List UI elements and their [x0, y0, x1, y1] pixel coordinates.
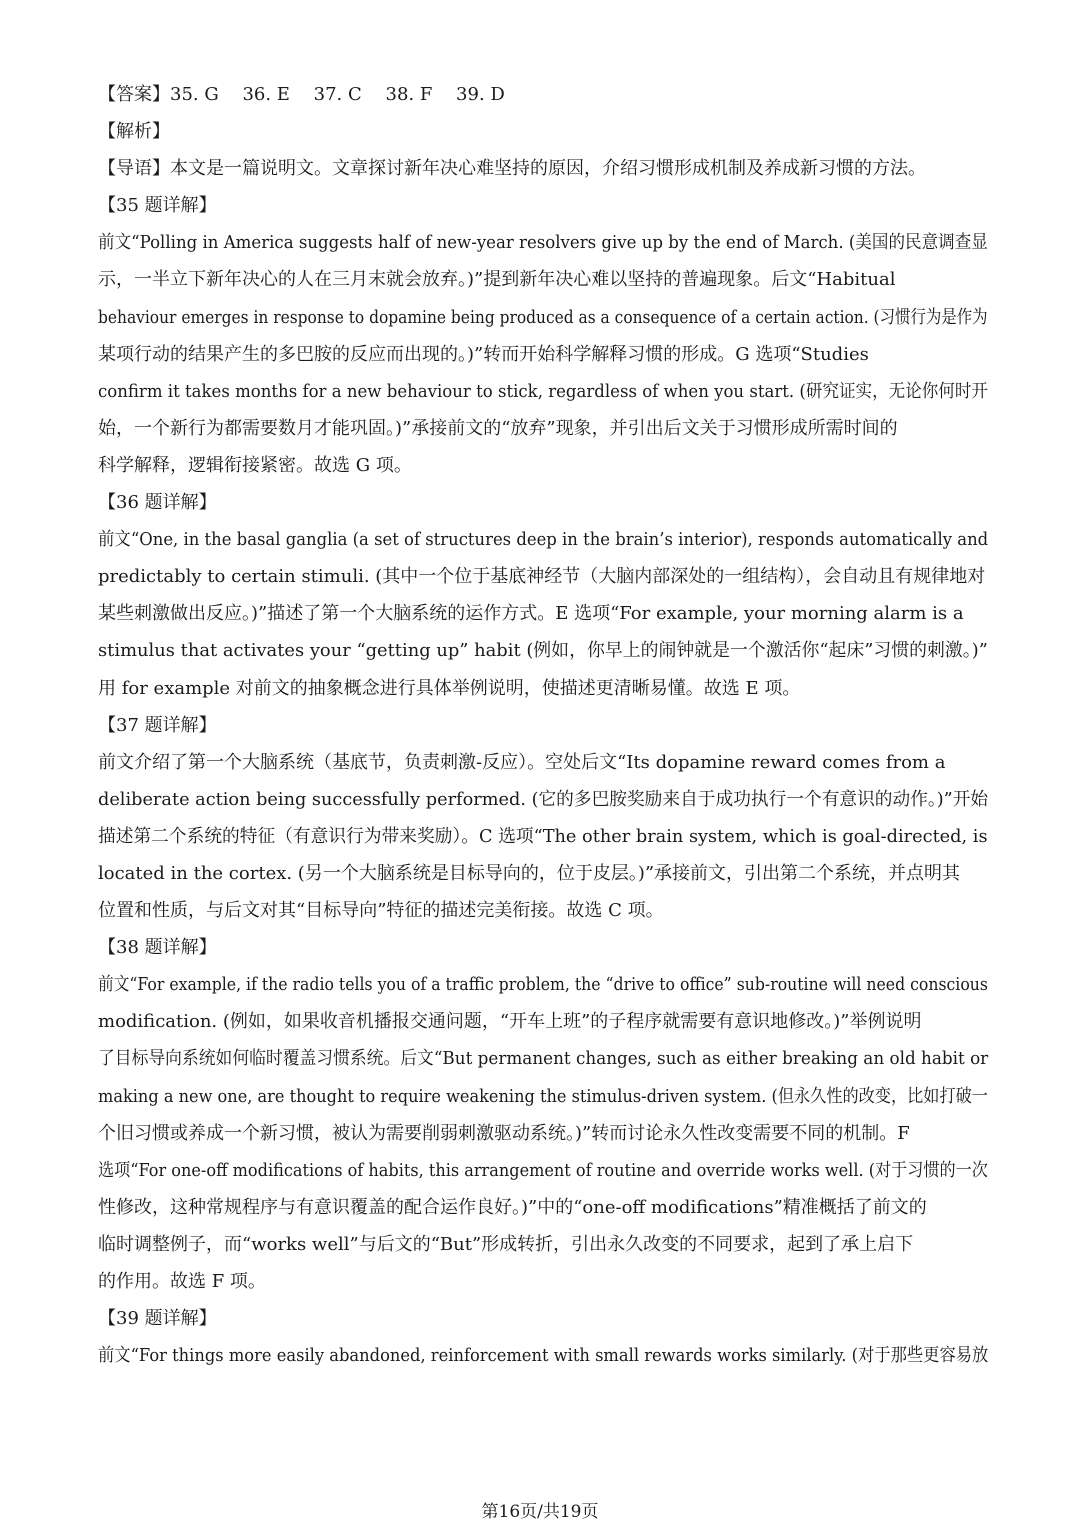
paragraph-line: located in the cortex. (另一个大脑系统是目标导向的，位于皮层。)”承接前文，引出第二个系统，并点明其 — [98, 862, 961, 884]
paragraph-line: 性修改，这种常规程序与有意识覆盖的配合运作良好。)”中的“one-off modifications”精准概括了前文的 — [98, 1196, 927, 1218]
document-body — [98, 76, 988, 1374]
paragraph-line: 示，一半立下新年决心的人在三月末就会放弃。)”提到新年决心难以坚持的普遍现象。后文“Habitual — [98, 269, 896, 291]
paragraph-line: deliberate action being successfully performed. (它的多巴胺奖励来自于成功执行一个有意识的动作。)”开始 — [98, 788, 989, 810]
paragraph-line: 个旧习惯或养成一个新习惯，被认为需要削弱刺激驱动系统。)”转而讨论永久性改变需要不同的机制。F — [98, 1122, 910, 1144]
paragraph-line: 始，一个新行为都需要数月才能巩固。)”承接前文的“放弃”现象，并引出后文关于习惯形成所需时间的 — [98, 417, 898, 439]
analysis-heading: 【解析】 — [98, 121, 170, 143]
q39-heading: 【39 题详解】 — [98, 1308, 217, 1330]
page-number-footer: 第16页/共19页 — [481, 1502, 599, 1522]
q38-heading: 【38 题详解】 — [98, 937, 217, 959]
paragraph-line: 前文介绍了第一个大脑系统（基底节，负责刺激-反应）。空处后文“Its dopamine reward comes from a — [98, 751, 946, 773]
paragraph-line: 前文“For things more easily abandoned, reinforcement with small rewards works similarly. (对于那些更容易放 — [98, 1345, 989, 1367]
q36-heading: 【36 题详解】 — [98, 492, 217, 514]
paragraph-line: confirm it takes months for a new behaviour to stick, regardless of when you start. (研究证实，无论你何时开 — [98, 380, 988, 402]
q35-heading: 【35 题详解】 — [98, 195, 217, 217]
answer-line: 【答案】35. G 36. E 37. C 38. F 39. D — [98, 84, 505, 105]
paragraph-line: modification. (例如，如果收音机播报交通问题，“开车上班”的子程序就需要有意识地修改。)”举例说明 — [98, 1011, 922, 1033]
paragraph-line: 前文“Polling in America suggests half of new-year resolvers give up by the end of March. (美国的民意调查显 — [98, 232, 988, 254]
paragraph-line: 临时调整例子，而“works well”与后文的“But”形成转折，引出永久改变的不同要求，起到了承上启下 — [98, 1233, 914, 1255]
paragraph-line: 位置和性质，与后文对其“目标导向”特征的描述完美衔接。故选 C 项。 — [98, 900, 664, 922]
paragraph-line: 前文“One, in the basal ganglia (a set of structures deep in the brain’s interior), responds automatically and — [98, 529, 989, 551]
paragraph-line: 描述第二个系统的特征（有意识行为带来奖励）。C 选项“The other brain system, which is goal-directed, is — [98, 825, 988, 847]
paragraph-line: 选项“For one-off modifications of habits, this arrangement of routine and override works well. (对于习惯的一次 — [98, 1159, 988, 1181]
paragraph-line: stimulus that activates your “getting up” habit (例如，你早上的闹钟就是一个激活你“起床”习惯的刺激。)” — [98, 640, 988, 662]
paragraph-line: predictably to certain stimuli. (其中一个位于基底神经节（大脑内部深处的一组结构），会自动且有规律地对 — [98, 566, 986, 588]
paragraph-line: 某些刺激做出反应。)”描述了第一个大脑系统的运作方式。E 选项“For example, your morning alarm is a — [98, 603, 964, 625]
q37-heading: 【37 题详解】 — [98, 714, 217, 736]
paragraph-line: 了目标导向系统如何临时覆盖习惯系统。后文“But permanent changes, such as either breaking an old habit or — [98, 1048, 989, 1070]
paragraph-line: 用 for example 对前文的抽象概念进行具体举例说明，使描述更清晰易懂。故选 E 项。 — [98, 677, 801, 699]
paragraph-line: 科学解释，逻辑衔接紧密。故选 G 项。 — [98, 454, 412, 476]
intro-line: 【导语】本文是一篇说明文。文章探讨新年决心难坚持的原因，介绍习惯形成机制及养成新习惯的方法。 — [98, 158, 926, 180]
paragraph-line: 某项行动的结果产生的多巴胺的反应而出现的。)”转而开始科学解释习惯的形成。G 选项“Studies — [98, 343, 869, 365]
paragraph-line: 的作用。故选 F 项。 — [98, 1271, 266, 1292]
paragraph-line: behaviour emerges in response to dopamine being produced as a consequence of a certain action. (习惯行为是作为 — [98, 306, 988, 328]
paragraph-line: making a new one, are thought to require weakening the stimulus-driven system. (但永久性的改变，比如打破一 — [98, 1085, 988, 1107]
paragraph-line: 前文“For example, if the radio tells you of a traffic problem, the “drive to office” sub-routine will need conscious — [98, 974, 988, 996]
